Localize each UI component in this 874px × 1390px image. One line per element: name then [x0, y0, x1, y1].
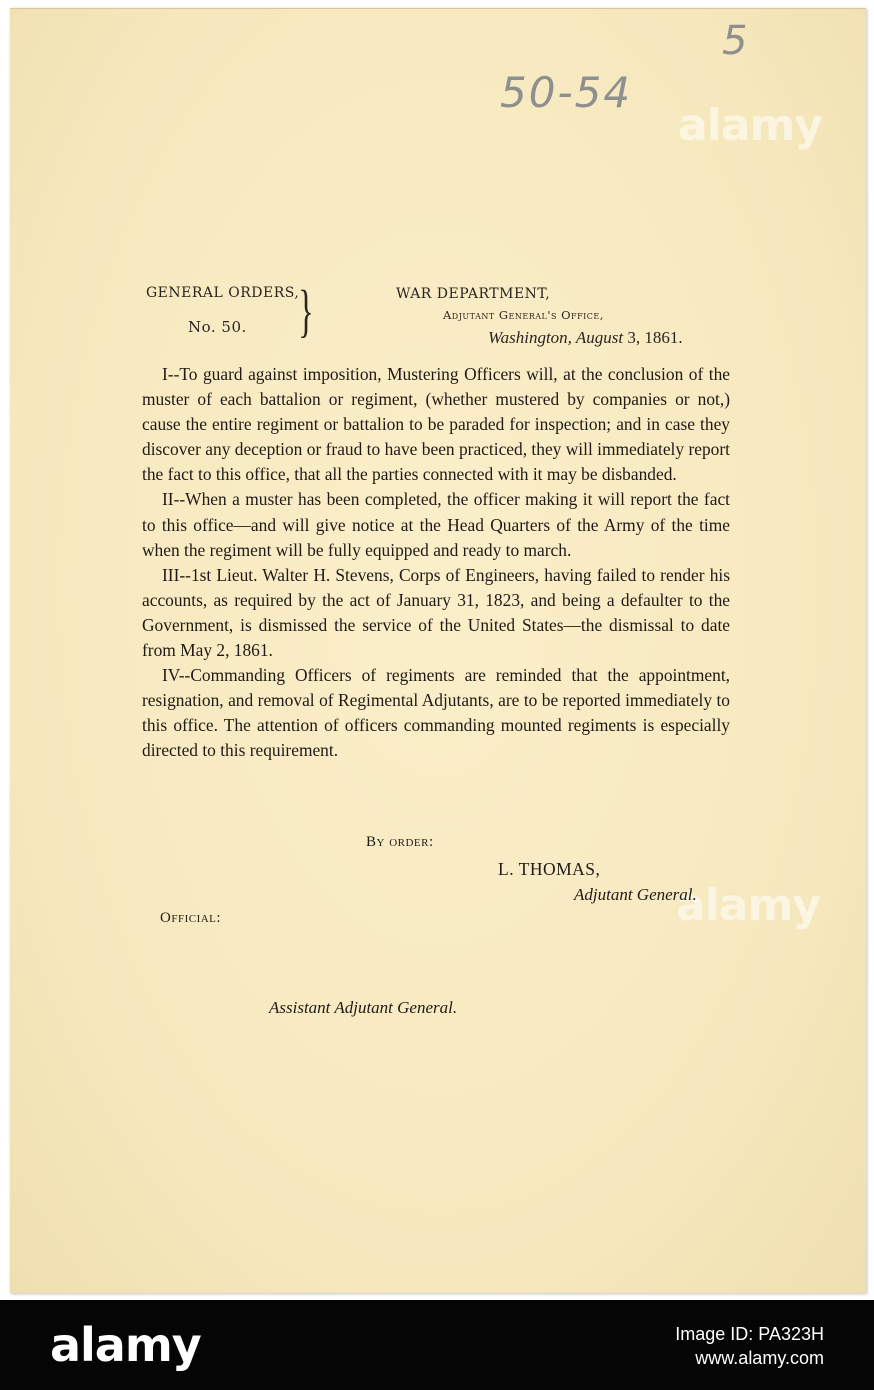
dateline-place: Washington, August: [488, 328, 624, 347]
site-url: www.alamy.com: [695, 1348, 824, 1368]
image-id: Image ID: PA323H: [675, 1324, 824, 1344]
paragraph-4: IV--Commanding Officers of regiments are reminded that the appointment, resignation, and removal of Regimental Adjutants, are to be reported immediately to this office. The attention of officers commanding mounted regiments is especially directed to this requirement.: [142, 665, 730, 761]
paragraph-1: I--To guard against imposition, Mustering Officers will, at the conclusion of the muster of each battalion or regiment, (whether mustered by companies or not,) cause the entire regiment or battalion to be paraded for inspection; and in case they discover any deception or fraud to have been practiced, they will immediately report the fact to this office, that all the parties connected with it may be disbanded.: [142, 364, 730, 485]
assistant-title: Assistant Adjutant General.: [269, 998, 458, 1017]
alamy-logo: alamy: [50, 1318, 201, 1372]
pencil-page-number: 5: [722, 18, 748, 64]
watermark-middle-right: alamy: [676, 880, 820, 931]
pencil-range-note: 50-54: [500, 68, 633, 117]
image-id-block: [675, 1322, 824, 1370]
paragraph-2: II--When a muster has been completed, the officer making it will report the fact to this office—and will give notice at the Head Quarters of the Army of the time when the regiment will be fully equipped and ready to march.: [142, 489, 730, 560]
orders-number: No. 50.: [188, 318, 247, 336]
brace-glyph: }: [298, 278, 314, 343]
signer-name: L. THOMAS,: [498, 859, 601, 879]
paragraph-3: III--1st Lieut. Walter H. Stevens, Corps of Engineers, having failed to render his accounts, as required by the act of January 31, 1823, and being a defaulter to the Government, is dismissed the service of the United States—the dismissal to date from May 2, 1861.: [142, 564, 730, 661]
department-name: WAR DEPARTMENT,: [396, 286, 551, 302]
by-order: By order:: [366, 834, 434, 850]
dateline: [488, 328, 683, 348]
watermark-top-right: alamy: [678, 100, 822, 151]
stock-footer-bar: [0, 1300, 874, 1390]
order-body: [142, 362, 730, 764]
official-label: Official:: [160, 910, 222, 926]
general-orders-label: [146, 285, 300, 336]
orders-label: GENERAL ORDERS,: [146, 285, 300, 301]
dateline-date: 3, 1861.: [623, 328, 683, 347]
signer-title: Adjutant General.: [574, 885, 697, 904]
office-name: Adjutant General's Office,: [443, 308, 604, 322]
